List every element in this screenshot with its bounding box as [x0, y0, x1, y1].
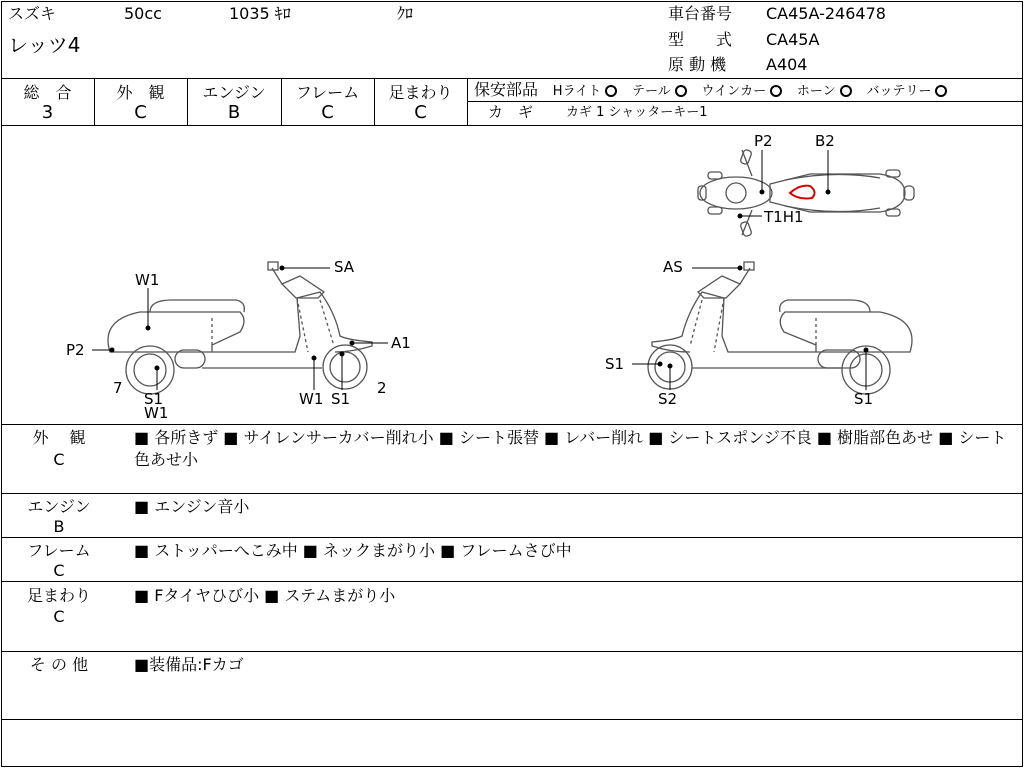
- mileage: 1035 ｷﾛ: [229, 4, 291, 23]
- suspension-section-text: ■ Fタイヤひび小 ■ ステムまがり小: [134, 586, 396, 605]
- scooter-diagram: [0, 126, 1022, 424]
- right-side-view-scooter: [648, 262, 912, 394]
- left-label-7: 7: [113, 379, 123, 397]
- right-label-s1-front: S1: [605, 355, 625, 373]
- damage-mark: [790, 186, 815, 199]
- ok-circle-icon: [675, 85, 687, 97]
- color: ｸﾛ: [397, 4, 414, 23]
- left-label-p2: P2: [66, 341, 85, 359]
- frame-no-label: 車台番号: [668, 4, 733, 23]
- model-name: レッツ4: [8, 33, 81, 57]
- exterior-grade-label: 外 観: [116, 83, 165, 102]
- left-label-w1-rear: W1: [144, 404, 169, 422]
- engine-grade-label: エンジン: [202, 83, 266, 102]
- engine-grade: B: [227, 102, 241, 123]
- left-label-w1-front: W1: [299, 390, 324, 408]
- other-section-text: ■装備品:Fカゴ: [134, 655, 244, 674]
- frame-section-text: ■ ストッパーへこみ中 ■ ネックまがり小 ■ フレームさび中: [134, 541, 572, 560]
- top-view-scooter: [698, 149, 914, 237]
- safety-label: 保安部品: [474, 80, 539, 99]
- engine-section-label: エンジン: [27, 497, 91, 516]
- left-label-s1-front: S1: [331, 390, 351, 408]
- left-label-s1-rear: S1: [144, 390, 164, 408]
- key-label: カ ギ: [488, 103, 534, 121]
- type-label: 型 式: [668, 30, 733, 49]
- top-label-p2: P2: [754, 132, 773, 150]
- suspension-section-grade: C: [53, 607, 65, 626]
- ok-circle-icon: [840, 85, 852, 97]
- displacement: 50cc: [124, 4, 162, 23]
- left-label-a1: A1: [391, 334, 411, 352]
- left-label-2: 2: [377, 379, 387, 397]
- right-label-as: AS: [663, 258, 683, 276]
- top-label-b2: B2: [815, 132, 835, 150]
- maker: スズキ: [8, 4, 57, 23]
- key-value: カギ 1 シャッターキー1: [566, 105, 708, 120]
- left-label-sa: SA: [334, 258, 355, 276]
- safety-row: [474, 82, 947, 98]
- right-label-s1-rear: S1: [854, 390, 874, 408]
- type-value: CA45A: [766, 30, 820, 49]
- exterior-section-grade: C: [53, 450, 65, 469]
- exterior-grade: C: [134, 102, 147, 123]
- suspension-grade: C: [414, 102, 427, 123]
- ok-circle-icon: [605, 85, 617, 97]
- exterior-section-label: 外 観: [32, 428, 86, 447]
- top-label-t1h1: T1H1: [764, 208, 804, 226]
- other-section-label: そ の 他: [29, 655, 89, 674]
- ok-circle-icon: [770, 85, 782, 97]
- suspension-grade-label: 足まわり: [388, 83, 453, 102]
- frame-section-grade: C: [53, 561, 65, 580]
- ok-circle-icon: [935, 85, 947, 97]
- frame-section-label: フレーム: [27, 541, 91, 560]
- safety-item-headlight: Hライト: [552, 84, 602, 99]
- suspension-section-label: 足まわり: [26, 586, 91, 605]
- safety-item-winker: ウインカー: [701, 84, 767, 99]
- frame-no: CA45A-246478: [766, 4, 886, 23]
- engine-section-grade: B: [53, 517, 65, 536]
- left-label-w1-seat: W1: [135, 271, 160, 289]
- overall-grade-label: 総 合: [23, 83, 72, 102]
- safety-item-battery: バッテリー: [866, 84, 932, 99]
- frame-grade-label: フレーム: [295, 83, 360, 102]
- safety-item-tail: テール: [631, 84, 671, 99]
- right-label-s2: S2: [658, 390, 678, 408]
- frame-grade: C: [321, 102, 334, 123]
- engine-label: 原 動 機: [668, 55, 727, 74]
- engine-value: A404: [766, 55, 808, 74]
- exterior-section-text: ■ 各所きず ■ サイレンサーカバー削れ小 ■ シート張替 ■ レバー削れ ■ シートスポンジ不良 ■ 樹脂部色あせ ■ シート色あせ小: [134, 428, 1007, 469]
- safety-item-horn: ホーン: [796, 84, 836, 99]
- engine-section-text: ■ エンジン音小: [134, 497, 250, 516]
- overall-grade: 3: [41, 102, 54, 123]
